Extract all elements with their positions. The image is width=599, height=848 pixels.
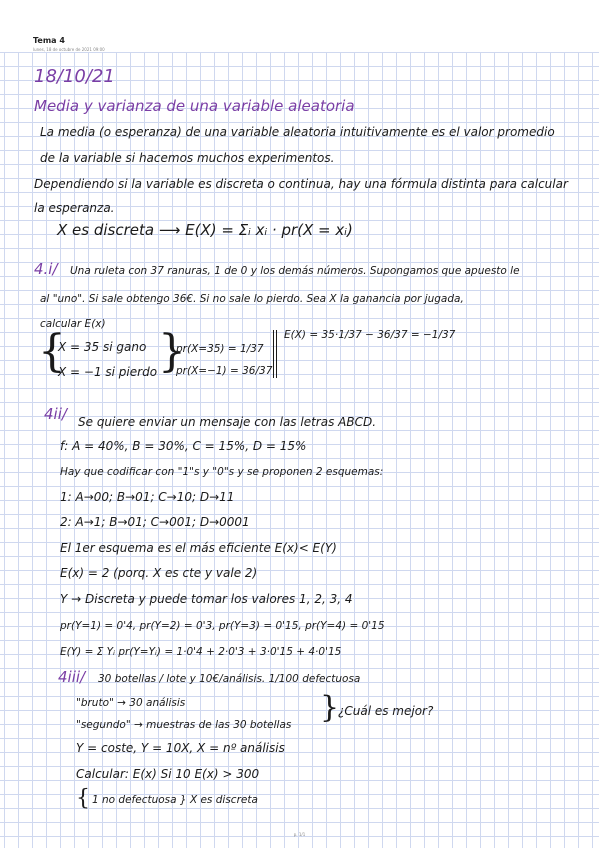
divider-line [273,330,274,378]
paragraph-line: la esperanza. [34,201,115,215]
paragraph-line: al "uno". Si sale obtengo 36€. Si no sale lo pierdo. Sea X la ganancia por jugada, [40,293,464,305]
exercise-number: 4iii/ [58,668,86,686]
exercise-number: 4ii/ [44,405,67,423]
left-brace: { [38,326,66,377]
result: E(X) = 35·1/37 − 36/37 = −1/37 [284,329,456,341]
paragraph-line: "bruto" → 30 análisis [76,697,186,709]
case-line: X = 35 si gano [58,340,147,354]
paragraph-line: 1 no defectuosa } X es discreta [92,794,258,806]
paragraph-line: La media (o esperanza) de una variable aleatoria intuitivamente es el valor promedio [40,125,555,139]
paragraph-line: 30 botellas / lote y 10€/análisis. 1/100 defectuosa [98,673,361,685]
probability-line: pr(X=−1) = 36/37 [176,365,273,377]
probability-line: pr(X=35) = 1/37 [176,343,264,355]
paragraph-line: Y = coste, Y = 10X, X = nº análisis [76,741,285,755]
paragraph-line: Calcular: E(x) Si 10 E(x) > 300 [76,767,260,781]
date: 18/10/21 [34,66,115,87]
document-meta: lunes, 18 de octubre de 2021 09:00 [33,47,105,52]
case-line: X = −1 si pierdo [58,365,158,379]
paragraph-line: 1: A→00; B→01; C→10; D→11 [60,490,235,504]
paragraph-line: Hay que codificar con "1"s y "0"s y se proponen 2 esquemas: [60,466,384,478]
paragraph-line: E(x) = 2 (porq. X es cte y vale 2) [60,566,258,580]
paragraph-line: de la variable si hacemos muchos experimentos. [40,151,335,165]
paragraph-line: Se quiere enviar un mensaje con las letras ABCD. [78,415,377,429]
paragraph-line: Dependiendo si la variable es discreta o continua, hay una fórmula distinta para calcular [34,177,568,191]
paragraph-line: Y → Discreta y puede tomar los valores 1, 2, 3, 4 [60,592,353,606]
right-brace: } [158,326,186,377]
heading: Media y varianza de una variable aleatoria [34,97,355,115]
right-brace: } [320,690,340,725]
paragraph-line: f: A = 40%, B = 30%, C = 15%, D = 15% [60,439,307,453]
document-title: Tema 4 [33,36,65,45]
paragraph-line: E(Y) = Σ Yᵢ pr(Y=Yᵢ) = 1·0'4 + 2·0'3 + 3·0'15 + 4·0'15 [60,646,342,658]
paragraph-line: calcular E(x) [40,318,106,330]
paragraph-line: Una ruleta con 37 ranuras, 1 de 0 y los demás números. Supongamos que apuesto le [70,265,520,277]
formula: X es discreta ⟶ E(X) = Σᵢ xᵢ · pr(X = xᵢ) [57,221,353,239]
divider-line [276,330,277,378]
paragraph-line: 2: A→1; B→01; C→001; D→0001 [60,515,250,529]
paragraph-line: pr(Y=1) = 0'4, pr(Y=2) = 0'3, pr(Y=3) = 0'15, pr(Y=4) = 0'15 [60,620,385,632]
left-brace: { [76,786,90,811]
question: ¿Cuál es mejor? [338,704,434,718]
paragraph-line: "segundo" → muestras de las 30 botellas [76,719,292,731]
page-footer: p. 1/1 [293,832,306,837]
page-header [0,0,599,52]
exercise-number: 4.i/ [34,260,58,278]
paragraph-line: El 1er esquema es el más eficiente E(x)< E(Y) [60,541,337,555]
